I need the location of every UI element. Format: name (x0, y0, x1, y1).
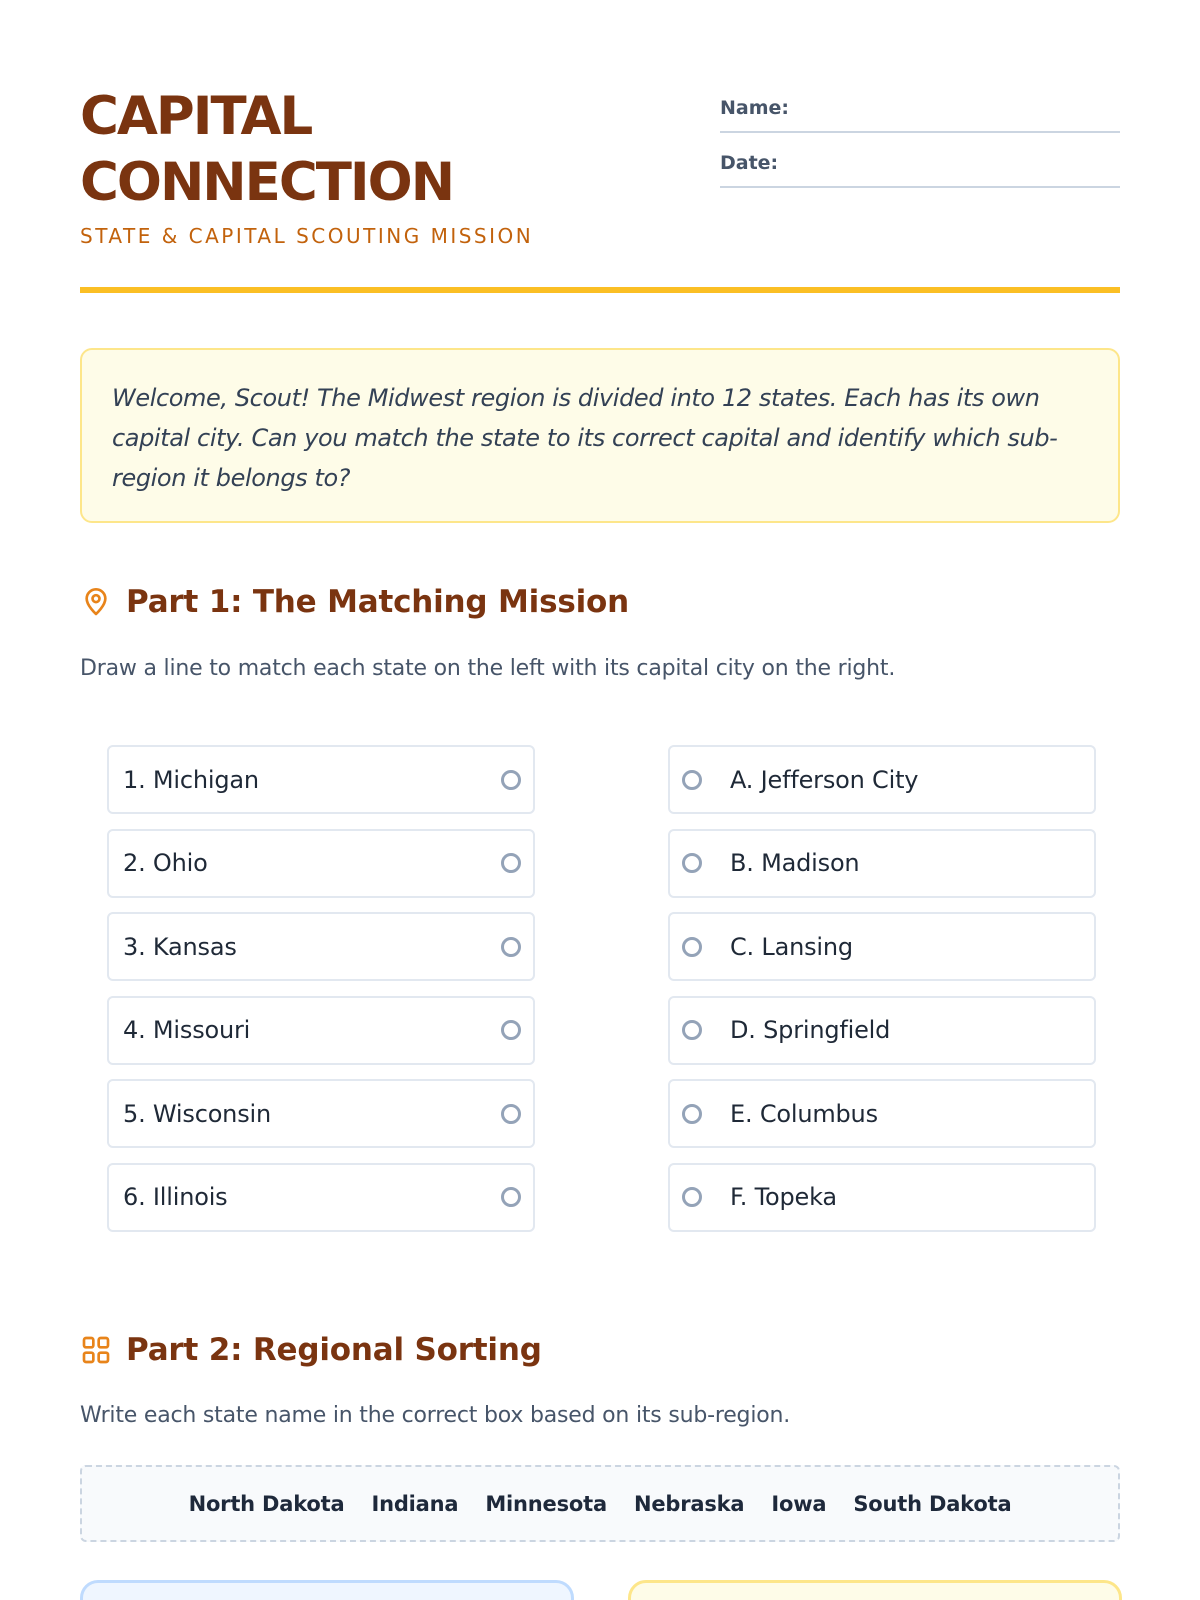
date-label: Date: (720, 152, 779, 174)
word-bank (80, 1465, 1120, 1542)
worksheet-page (80, 0, 1120, 1600)
part1-heading (80, 584, 629, 620)
capital-item[interactable] (668, 1079, 1096, 1148)
connector-dot[interactable] (682, 1020, 702, 1040)
word-bank-item: South Dakota (853, 1491, 1012, 1516)
connector-dot[interactable] (501, 1104, 521, 1124)
capital-item[interactable] (668, 745, 1096, 814)
capital-item[interactable] (668, 912, 1096, 981)
capital-label: F. Topeka (730, 1183, 837, 1211)
title-block (80, 84, 680, 248)
capitals-column (668, 745, 1096, 1246)
map-pin-icon (80, 586, 112, 618)
part2-instruction: Write each state name in the correct box based on its sub-region. (80, 1403, 791, 1428)
word-bank-item: Iowa (771, 1491, 827, 1516)
grid-icon (80, 1334, 112, 1366)
worksheet-title (80, 84, 680, 216)
part1-instruction: Draw a line to match each state on the left with its capital city on the right. (80, 656, 896, 681)
word-bank-item: North Dakota (188, 1491, 345, 1516)
title-line-1: CAPITAL (80, 86, 312, 147)
worksheet-subtitle: STATE & CAPITAL SCOUTING MISSION (80, 224, 534, 248)
capital-item[interactable] (668, 996, 1096, 1065)
word-bank-item: Indiana (371, 1491, 459, 1516)
capital-item[interactable] (668, 829, 1096, 898)
name-label: Name: (720, 97, 790, 119)
state-label: 5. Wisconsin (123, 1099, 271, 1128)
states-column (107, 745, 535, 1246)
capital-item[interactable] (668, 1163, 1096, 1232)
state-label: 4. Missouri (123, 1016, 251, 1044)
capital-label: C. Lansing (730, 932, 853, 961)
capital-label: A. Jefferson City (730, 765, 919, 794)
title-line-2: CONNECTION (80, 152, 454, 213)
intro-text: Welcome, Scout! The Midwest region is divided into 12 states. Each has its own capital city. Can you match the state to its correct capital and identify which sub-region it belongs to? (112, 384, 1058, 492)
state-item[interactable] (107, 745, 535, 814)
connector-dot[interactable] (682, 1104, 702, 1124)
region-box-2[interactable] (628, 1580, 1122, 1600)
name-field[interactable] (720, 78, 1120, 133)
connector-dot[interactable] (682, 770, 702, 790)
state-label: 2. Ohio (123, 849, 208, 877)
region-box-1[interactable] (80, 1580, 574, 1600)
intro-box (80, 348, 1120, 523)
state-item[interactable] (107, 829, 535, 898)
state-item[interactable] (107, 1079, 535, 1148)
connector-dot[interactable] (682, 1187, 702, 1207)
connector-dot[interactable] (501, 853, 521, 873)
connector-dot[interactable] (501, 1020, 521, 1040)
capital-label: D. Springfield (730, 1016, 891, 1044)
part1-title: Part 1: The Matching Mission (126, 584, 629, 620)
header-divider (80, 287, 1120, 293)
connector-dot[interactable] (501, 937, 521, 957)
connector-dot[interactable] (682, 853, 702, 873)
state-label: 3. Kansas (123, 932, 237, 961)
state-item[interactable] (107, 1163, 535, 1232)
part2-title: Part 2: Regional Sorting (126, 1332, 542, 1368)
state-label: 6. Illinois (123, 1183, 228, 1211)
state-label: 1. Michigan (123, 765, 259, 794)
word-bank-item: Nebraska (633, 1491, 745, 1516)
word-bank-item: Minnesota (485, 1491, 607, 1516)
date-field[interactable] (720, 133, 1120, 188)
connector-dot[interactable] (501, 1187, 521, 1207)
capital-label: B. Madison (730, 849, 860, 877)
capital-label: E. Columbus (730, 1099, 878, 1128)
connector-dot[interactable] (501, 770, 521, 790)
state-item[interactable] (107, 912, 535, 981)
state-item[interactable] (107, 996, 535, 1065)
student-info-fields (720, 78, 1120, 188)
connector-dot[interactable] (682, 937, 702, 957)
part2-heading (80, 1332, 542, 1368)
